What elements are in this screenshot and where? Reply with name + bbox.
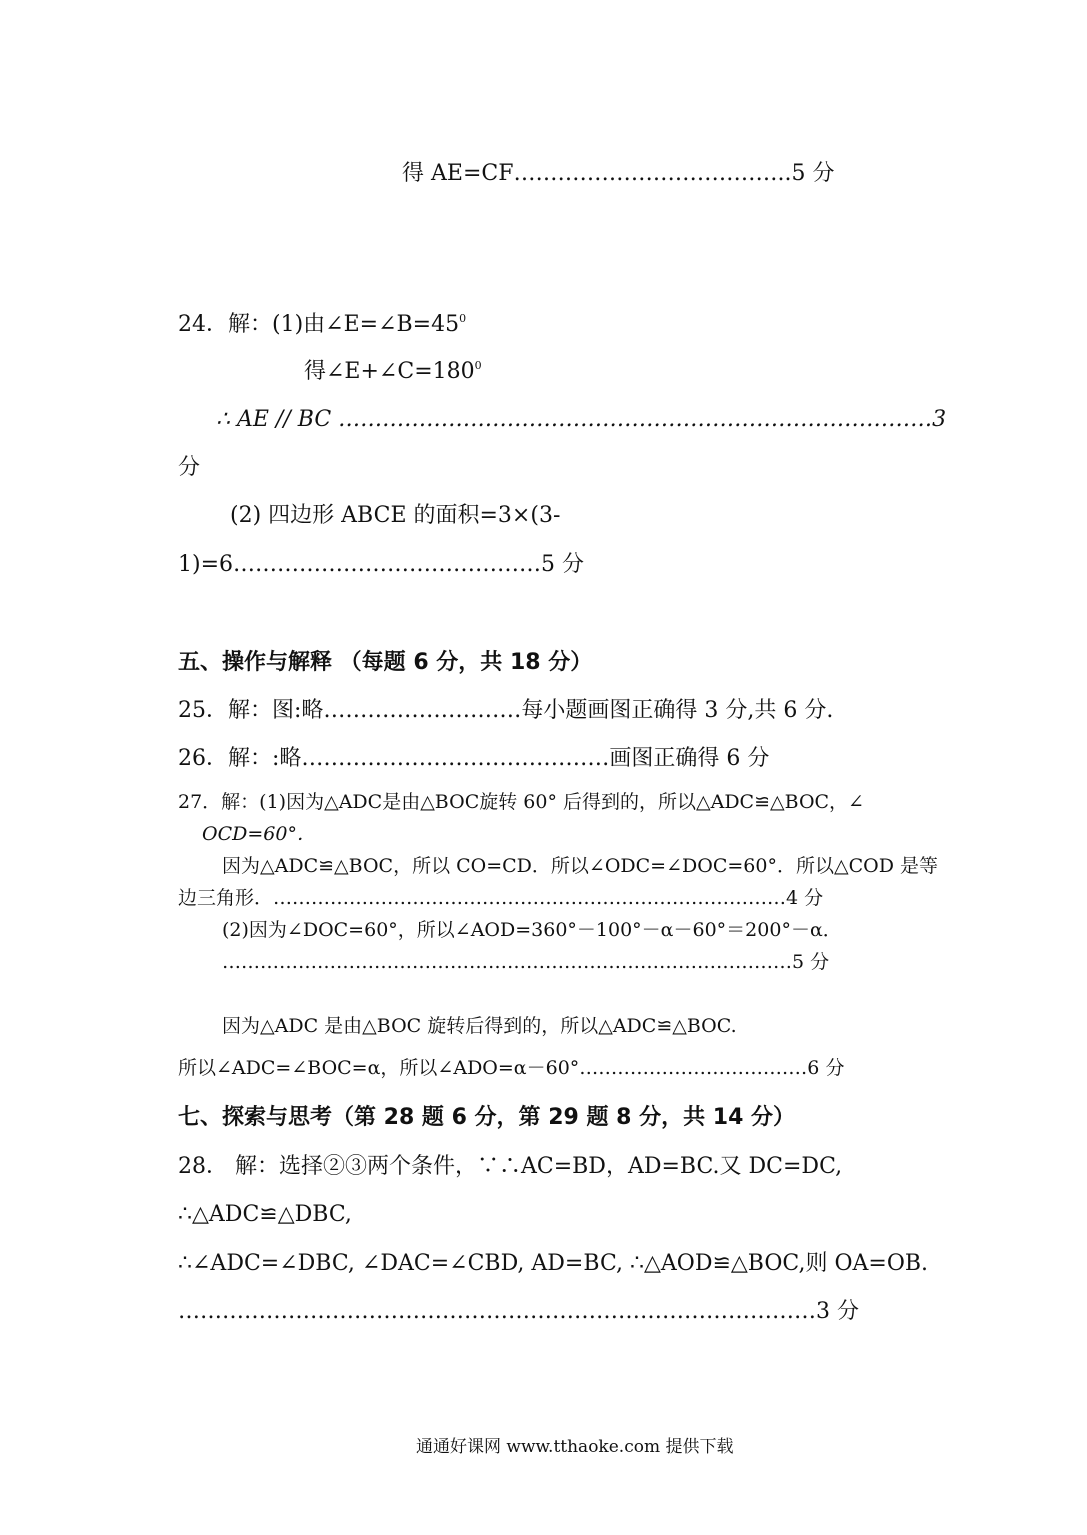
q27-line4: 边三角形．………………………………………………………………………4 分: [178, 887, 824, 909]
q28-line2: ∴△ADC≌△DBC,: [178, 1202, 352, 1227]
section-heading-5: 五、操作与解释 （每题 6 分，共 18 分）: [178, 650, 593, 675]
q28-line3: ∴∠ADC=∠DBC, ∠DAC=∠CBD, AD=BC, ∴△AOD≌△BOC,则 OA=OB.: [178, 1251, 929, 1276]
q24-line2: [304, 360, 482, 383]
q24-line2-sup: 0: [474, 359, 482, 372]
q27-line3: 因为△ADC≌△BOC，所以 CO=CD．所以∠ODC=∠DOC=60°．所以△COD 是等: [222, 855, 938, 877]
q27-line7: 因为△ADC 是由△BOC 旋转后得到的，所以△ADC≌△BOC.: [222, 1015, 737, 1037]
q24-line5: (2) 四边形 ABCE 的面积=3×(3-: [230, 503, 561, 528]
q27-line8: 所以∠ADC=∠BOC=α，所以∠ADO=α－60°………………………………6 分: [178, 1057, 845, 1079]
q24-line1-text: 24．解：(1)由∠E=∠B=45: [178, 312, 460, 337]
q28-line4: ……………………………………………………………………………3 分: [178, 1299, 859, 1324]
q27-line1: 27．解：(1)因为△ADC是由△BOC旋转 60° 后得到的，所以△ADC≌△BOC，∠: [178, 791, 864, 813]
q25-line: 25．解：图:略………………………每小题画图正确得 3 分,共 6 分.: [178, 698, 834, 723]
q24-line6: 1)=6……………………………………5 分: [178, 552, 585, 577]
q27-line2: OCD=60°．: [202, 823, 316, 845]
q26-line: 26．解：:略……………………………………画图正确得 6 分: [178, 746, 770, 771]
q27-line6: ………………………………………………………………………………5 分: [222, 951, 830, 973]
q24-line3: ∴ AE // BC ………………………………………………………………………3: [216, 407, 947, 432]
q24-line4: 分: [178, 455, 201, 480]
page-footer: 通通好课网 www.tthaoke.com 提供下载: [416, 1437, 734, 1457]
q24-line1: [178, 313, 466, 336]
q24-line1-sup: 0: [459, 312, 467, 325]
q27-line5: (2)因为∠DOC=60°，所以∠AOD=360°－100°－α－60°＝200°－α．: [222, 919, 842, 941]
q28-line1: 28． 解：选择②③两个条件，∵∴AC=BD，AD=BC.又 DC=DC,: [178, 1154, 843, 1179]
q24-line2-text: 得∠E+∠C=180: [304, 359, 475, 384]
line-ae-cf: 得 AE=CF………………………………..5 分: [402, 161, 835, 186]
section-heading-7: 七、探索与思考（第 28 题 6 分，第 29 题 8 分，共 14 分）: [178, 1105, 796, 1130]
